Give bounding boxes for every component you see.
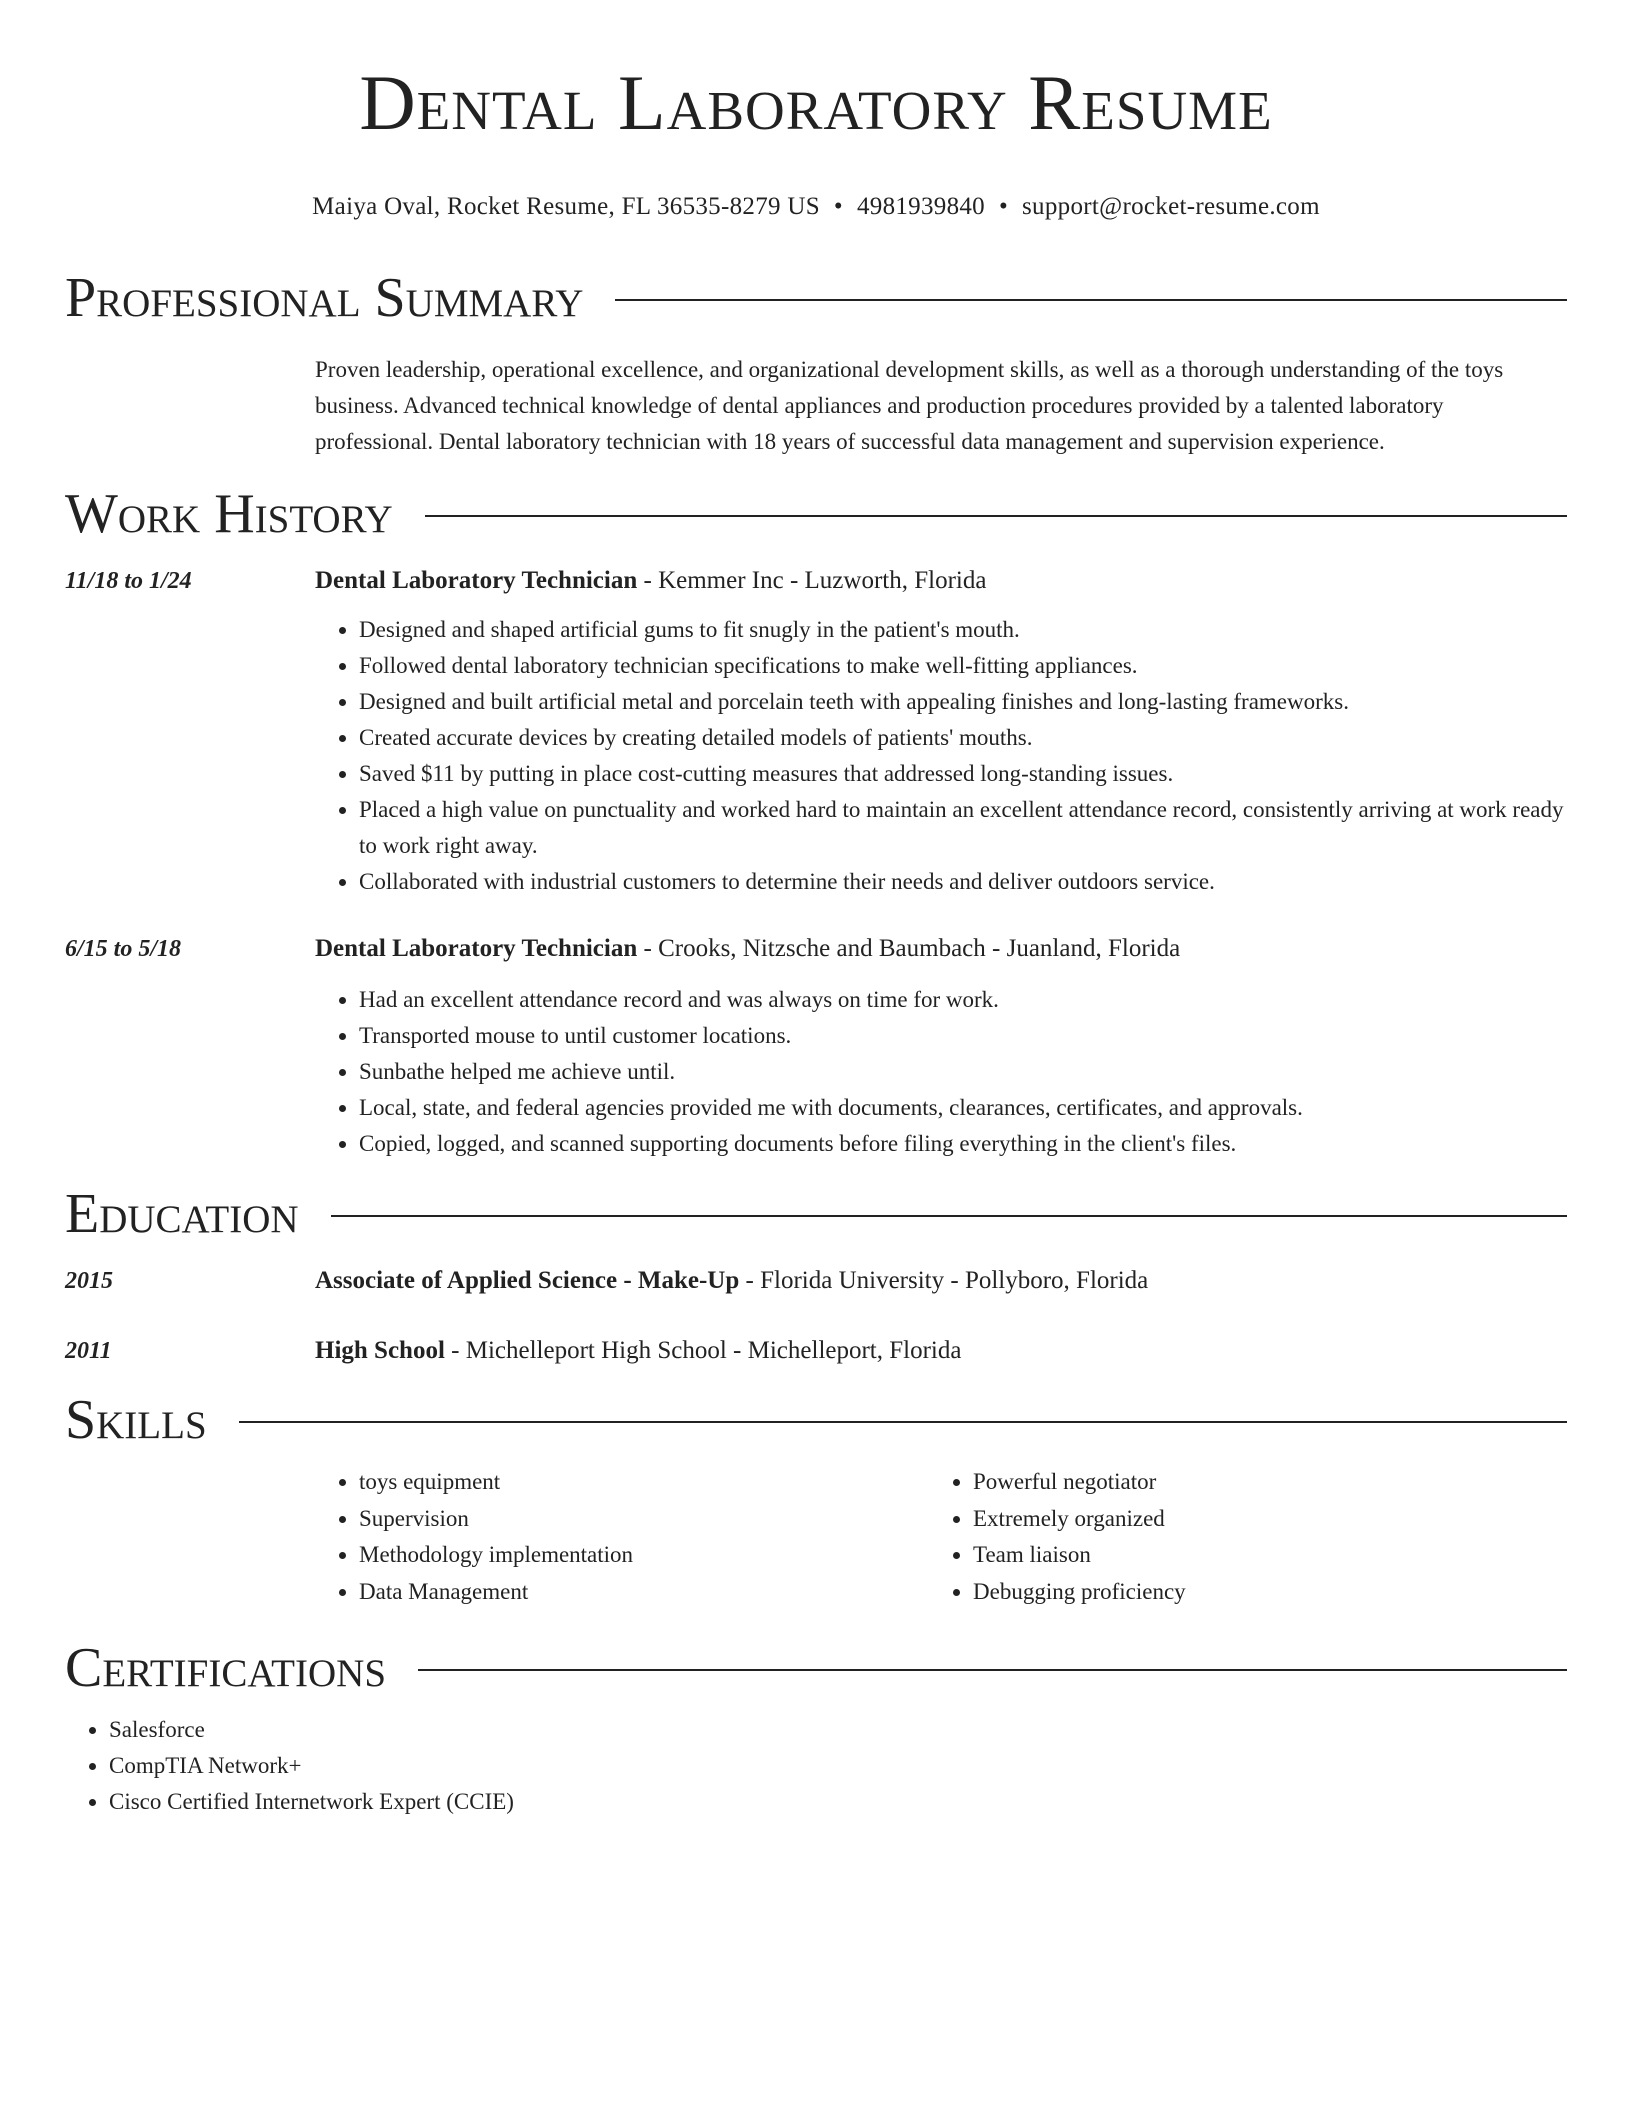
job-bullets bbox=[315, 612, 1567, 900]
list-item: • Salesforce bbox=[109, 1712, 1567, 1748]
job-details: - Crooks, Nitzsche and Baumbach - Juanland, Florida bbox=[637, 935, 1181, 962]
contact-address: Maiya Oval, Rocket Resume, FL 36535-8279 US bbox=[312, 193, 820, 220]
list-item: • Saved $11 by putting in place cost-cutting measures that addressed long-standing issues. bbox=[359, 756, 1567, 792]
list-item: • Created accurate devices by creating detailed models of patients' mouths. bbox=[359, 720, 1567, 756]
list-item: • Powerful negotiator bbox=[973, 1464, 1543, 1501]
list-item: • CompTIA Network+ bbox=[109, 1748, 1567, 1784]
education-heading bbox=[315, 1334, 1567, 1368]
list-item: • Data Management bbox=[359, 1574, 929, 1611]
certifications-section bbox=[65, 1638, 1567, 1820]
section-title: Certifications bbox=[65, 1637, 387, 1699]
list-item: • toys equipment bbox=[359, 1464, 929, 1501]
resume-title: Dental Laboratory Resume bbox=[359, 59, 1273, 146]
education-entry bbox=[65, 1334, 1567, 1368]
section-header bbox=[65, 1390, 1567, 1450]
education-heading bbox=[315, 1264, 1567, 1298]
section-divider bbox=[615, 299, 1567, 301]
job-dates: 11/18 to 1/24 bbox=[65, 568, 192, 594]
list-item: • Local, state, and federal agencies provided me with documents, clearances, certificates, and approvals. bbox=[359, 1090, 1567, 1126]
skills-column-left bbox=[315, 1464, 929, 1610]
list-item: • Methodology implementation bbox=[359, 1537, 929, 1574]
section-title: Skills bbox=[65, 1389, 207, 1451]
list-item: • Debugging proficiency bbox=[973, 1574, 1543, 1611]
skills-section bbox=[65, 1390, 1567, 1610]
work-history-section bbox=[65, 484, 1567, 1162]
job-bullets bbox=[315, 982, 1567, 1162]
job-details: - Kemmer Inc - Luzworth, Florida bbox=[637, 567, 987, 594]
list-item: • Collaborated with industrial customers to determine their needs and deliver outdoors service. bbox=[359, 864, 1567, 900]
section-title: Work History bbox=[65, 483, 393, 545]
section-header bbox=[65, 1184, 1567, 1244]
skills-column-right bbox=[929, 1464, 1543, 1610]
job-entry bbox=[65, 932, 1567, 1162]
education-degree: Associate of Applied Science - Make-Up bbox=[315, 1267, 740, 1294]
list-item: • Designed and built artificial metal and porcelain teeth with appealing finishes and long-lasting frameworks. bbox=[359, 684, 1567, 720]
education-details: - Florida University - Pollyboro, Florida bbox=[739, 1267, 1149, 1294]
section-header bbox=[65, 268, 1567, 328]
contact-phone: 4981939840 bbox=[856, 193, 985, 220]
contact-separator: • bbox=[998, 193, 1009, 220]
job-heading bbox=[315, 932, 1567, 966]
list-item: • Extremely organized bbox=[973, 1501, 1543, 1538]
job-content bbox=[315, 564, 1567, 900]
section-divider bbox=[418, 1669, 1567, 1671]
education-details: - Michelleport High School - Michelleport, Florida bbox=[444, 1337, 962, 1364]
summary-section bbox=[65, 268, 1567, 460]
list-item: • Placed a high value on punctuality and worked hard to maintain an excellent attendance record, consistently arriving at work ready to work right away. bbox=[359, 792, 1567, 864]
summary-text: Proven leadership, operational excellence, and organizational development skills, as well as a thorough understanding of the toys business. Advanced technical knowledge of dental appliances and production procedures provided by a talented laboratory professional. Dental laboratory technician with 18 years of successful data management and supervision experience. bbox=[315, 357, 1504, 454]
job-heading bbox=[315, 564, 1567, 598]
contact-line bbox=[65, 192, 1567, 222]
job-dates: 6/15 to 5/18 bbox=[65, 936, 182, 962]
section-divider bbox=[425, 515, 1567, 517]
education-entry bbox=[65, 1264, 1567, 1298]
job-content bbox=[315, 932, 1567, 1162]
job-title: Dental Laboratory Technician bbox=[315, 935, 638, 962]
list-item: • Followed dental laboratory technician specifications to make well-fitting appliances. bbox=[359, 648, 1567, 684]
list-item: • Cisco Certified Internetwork Expert (CCIE) bbox=[109, 1784, 1567, 1820]
list-item: • Supervision bbox=[359, 1501, 929, 1538]
section-header bbox=[65, 1638, 1567, 1698]
contact-email: support@rocket-resume.com bbox=[1022, 193, 1320, 220]
job-title: Dental Laboratory Technician bbox=[315, 567, 638, 594]
list-item: • Had an excellent attendance record and was always on time for work. bbox=[359, 982, 1567, 1018]
list-item: • Copied, logged, and scanned supporting documents before filing everything in the client's files. bbox=[359, 1126, 1567, 1162]
section-divider bbox=[331, 1215, 1567, 1217]
education-year: 2011 bbox=[65, 1338, 112, 1364]
section-title: Education bbox=[65, 1183, 299, 1245]
list-item: • Sunbathe helped me achieve until. bbox=[359, 1054, 1567, 1090]
section-divider bbox=[239, 1421, 1567, 1423]
list-item: • Designed and shaped artificial gums to fit snugly in the patient's mouth. bbox=[359, 612, 1567, 648]
education-degree: High School bbox=[315, 1337, 445, 1364]
section-header bbox=[65, 484, 1567, 544]
section-title: Professional Summary bbox=[65, 267, 584, 329]
job-entry bbox=[65, 564, 1567, 900]
skills-grid bbox=[315, 1464, 1567, 1610]
education-section bbox=[65, 1184, 1567, 1368]
list-item: • Transported mouse to until customer locations. bbox=[359, 1018, 1567, 1054]
contact-separator: • bbox=[833, 193, 843, 220]
certifications-list bbox=[65, 1712, 1567, 1820]
list-item: • Team liaison bbox=[973, 1537, 1543, 1574]
education-year: 2015 bbox=[65, 1268, 113, 1294]
